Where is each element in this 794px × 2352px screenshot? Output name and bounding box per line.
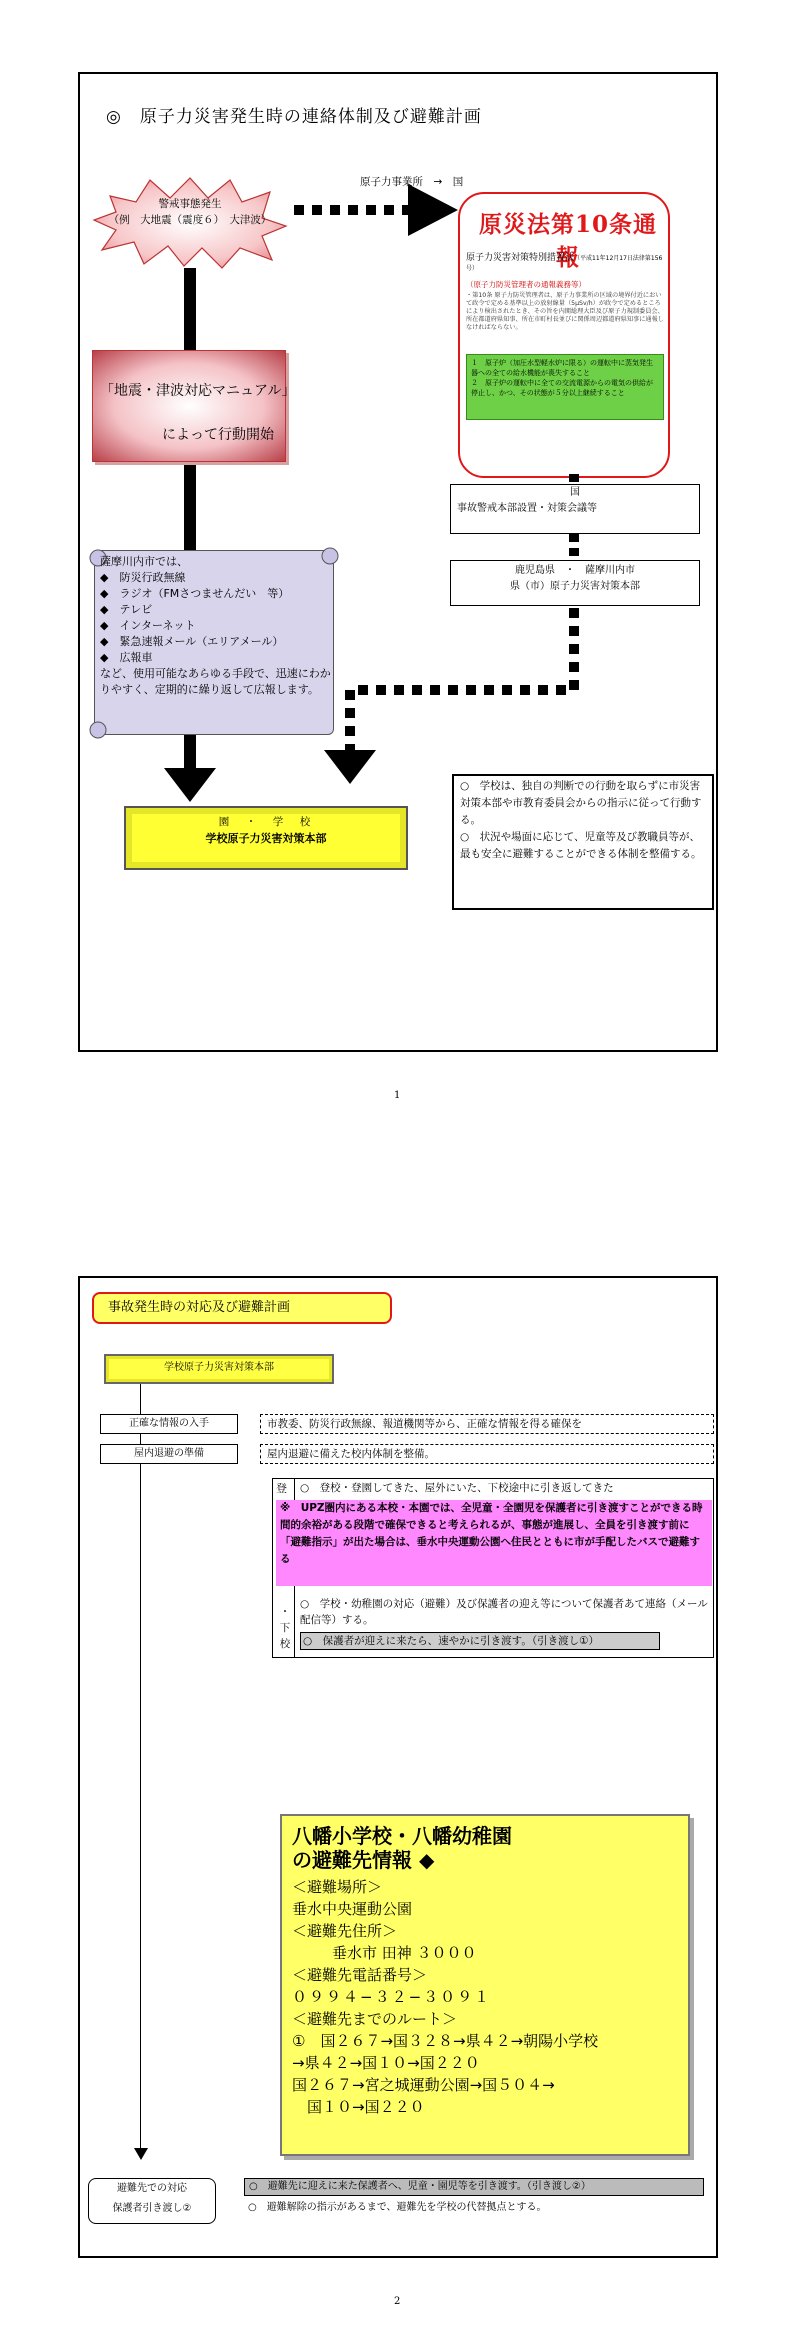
kuni-label: 国 bbox=[570, 487, 580, 498]
broadcast-item: ◆ テレビ bbox=[100, 603, 153, 616]
route-label: 原子力事業所 → 国 bbox=[360, 176, 464, 188]
grid-col-label bbox=[278, 1604, 292, 1652]
page-2-title: 事故発生時の対応及び避難計画 bbox=[92, 1292, 392, 1324]
law-condition-1: １ 原子炉（加圧水型軽水炉に限る）の運転中に蒸気発生器への全ての給水機能が喪失すること bbox=[471, 359, 653, 377]
national-government-box bbox=[450, 484, 700, 534]
step-shelter-label: 屋内退避の準備 bbox=[100, 1444, 238, 1464]
arrow-down-left bbox=[164, 768, 216, 802]
grid-row-2-text: ○ 学校・幼稚園の対応（避難）及び保護者の迎え等について保護者あて連絡（メール配信等）する。 bbox=[300, 1598, 708, 1626]
manual-box bbox=[92, 350, 286, 462]
evac-tel-label: ＜避難先電話番号＞ bbox=[292, 1966, 428, 1984]
alert-text bbox=[90, 196, 290, 228]
evac-route-line: 国１０→国２２０ bbox=[292, 2098, 425, 2116]
law-conditions-box bbox=[466, 354, 664, 420]
school-policy-box bbox=[452, 774, 714, 910]
kuni-text: 事故警戒本部設置・対策会議等 bbox=[457, 503, 597, 514]
page-1 bbox=[78, 72, 718, 1052]
step-shelter-text: 屋内退避に備えた校内体制を整備。 bbox=[260, 1444, 714, 1464]
evacuation-info-box bbox=[280, 1814, 690, 2156]
evac-place-label: ＜避難場所＞ bbox=[292, 1878, 383, 1896]
law-subtitle-main: 原子力災害対策特別措置法 bbox=[466, 253, 575, 263]
timeline-arrowhead bbox=[134, 2148, 148, 2160]
handover-row: ○ 避難先に迎えに来た保護者へ、児童・園児等を引き渡す。（引き渡し②） bbox=[244, 2178, 704, 2196]
broadcast-outro: など、使用可能なあらゆる手段で、迅速にわかりやすく、定期的に繰り返して広報します。 bbox=[100, 667, 331, 696]
page-number-1: 1 bbox=[394, 1090, 401, 1101]
school-note-1: ○ 学校は、独自の判断での行動を取らずに市災害対策本部や市教育委員会からの指示に従って行動する。 bbox=[460, 780, 702, 826]
hq-line-1: 園 ・ 学 校 bbox=[218, 816, 314, 828]
grid-col-char: 下 bbox=[279, 1622, 291, 1634]
evac-place: 垂水中央運動公園 bbox=[292, 1900, 413, 1918]
prefecture-city-box bbox=[450, 560, 700, 606]
grid-col-char: 校 bbox=[279, 1638, 291, 1650]
hq-line-2: 学校原子力災害対策本部 bbox=[205, 832, 327, 845]
pref-line-1: 鹿児島県 ・ 薩摩川内市 bbox=[515, 565, 635, 576]
evac-route-line: →県４２→国１０→国２２０ bbox=[292, 2054, 480, 2072]
broadcast-item: ◆ 防災行政無線 bbox=[100, 571, 186, 584]
grid-col-char: ・ bbox=[279, 1606, 291, 1618]
evac-head-2: の避難先情報 ◆ bbox=[292, 1848, 435, 1872]
page-number-2: 2 bbox=[394, 2296, 401, 2307]
flow-line-2 bbox=[184, 462, 196, 550]
grid-row-1-label: 登 bbox=[276, 1482, 287, 1495]
grid-row-3-text: ○ 保護者が迎えに来たら、速やかに引き渡す。（引き渡し①） bbox=[300, 1632, 660, 1650]
broadcast-item: ◆ 緊急速報メール（エリアメール） bbox=[100, 635, 284, 648]
evac-tel: ０９９４−３２−３０９１ bbox=[292, 1988, 492, 2006]
evac-addr-label: ＜避難先住所＞ bbox=[292, 1922, 398, 1940]
step-info-text: 市教委、防災行政無線、報道機関等から、正確な情報を得る確保を bbox=[260, 1414, 714, 1434]
law-body-text: ・第10条 原子力防災管理者は、原子力事業所の区域の境界付近において政令で定める基準以上の放射線量（5μSv/h）が政令で定めるところにより検出されたとき、その旨を内閣総理大臣及び原子力規制委員会、所在都道府県知事、所在市町村長並びに関係周辺都道府県知事に通報しなければならない。 bbox=[466, 292, 664, 331]
law-subtitle-small: （平成11年12月17日法律第156号） bbox=[466, 255, 663, 272]
broadcast-intro: 薩摩川内市では、 bbox=[100, 555, 188, 568]
bottom-label-line-2: 保護者引き渡し② bbox=[112, 2203, 192, 2214]
evac-head-1: 八幡小学校・八幡幼稚園 bbox=[292, 1824, 512, 1848]
broadcast-item: ◆ 広報車 bbox=[100, 651, 153, 664]
alert-line-1: 警戒事態発生 bbox=[158, 198, 222, 210]
dotted-route-to-school bbox=[320, 604, 590, 754]
evac-route-line: ① 国２６７→国３２８→県４２→朝陽小学校 bbox=[292, 2032, 599, 2050]
arrow-down-right bbox=[324, 750, 376, 784]
law-obligation-line: （原子力防災管理者の通報義務等） bbox=[466, 280, 586, 289]
school-note-2: ○ 状況や場面に応じて、児童等及び教職員等が、最も安全に避難することができる体制を整備する。 bbox=[460, 831, 702, 860]
law-subtitle bbox=[466, 250, 666, 273]
timeline-line bbox=[140, 1384, 141, 2156]
broadcast-item: ◆ ラジオ（FMさつませんだい 等） bbox=[100, 587, 290, 600]
page-1-title: ◎ 原子力災害発生時の連絡体制及び避難計画 bbox=[106, 107, 482, 127]
manual-line-2: によって行動開始 bbox=[162, 427, 274, 443]
broadcast-item: ◆ インターネット bbox=[100, 619, 196, 632]
page-2 bbox=[78, 1276, 718, 2258]
law-condition-2: ２ 原子炉の運転中に全ての交流電源からの電気の供給が停止し、かつ、その状態が５分以上継続すること bbox=[471, 379, 653, 397]
evac-route-label: ＜避難先までのルート＞ bbox=[292, 2010, 458, 2028]
law-headline: 原災法第10条通報 bbox=[478, 211, 657, 271]
evac-addr: 垂水市 田神 ３０００ bbox=[332, 1944, 477, 1962]
flow-line-1 bbox=[184, 268, 196, 350]
pref-line-2: 県（市）原子力災害対策本部 bbox=[510, 581, 640, 592]
base-row: ○ 避難解除の指示があるまで、避難先を学校の代替拠点とする。 bbox=[248, 2202, 547, 2213]
evac-site-response-label bbox=[88, 2178, 216, 2224]
alert-line-2: （例 大地震（震度６） 大津波） bbox=[108, 214, 272, 226]
upz-notice-box: ※ UPZ圏内にある本校・本園では、全児童・全園児を保護者に引き渡すことができる時間的余裕がある段階で確保できると考えられるが、事態が進展し、全員を引き渡す前に「避難指示」が出た場合は、垂水中央運動公園へ住民とともに市が手配したバスで避難する bbox=[276, 1500, 712, 1586]
dotted-line-kuni-pref bbox=[564, 534, 584, 560]
bottom-label-line-1: 避難先での対応 bbox=[117, 2183, 187, 2194]
grid-row-1-text: ○ 登校・登園してきた、屋外にいた、下校途中に引き返してきた bbox=[300, 1482, 614, 1494]
step-info-label: 正確な情報の入手 bbox=[100, 1414, 238, 1434]
p2-school-hq-box: 学校原子力災害対策本部 bbox=[104, 1354, 334, 1384]
broadcast-text bbox=[100, 554, 332, 698]
evac-route-line: 国２６７→宮之城運動公園→国５０４→ bbox=[292, 2076, 555, 2094]
manual-line-1: 「地震・津波対応マニュアル」 bbox=[100, 383, 296, 399]
